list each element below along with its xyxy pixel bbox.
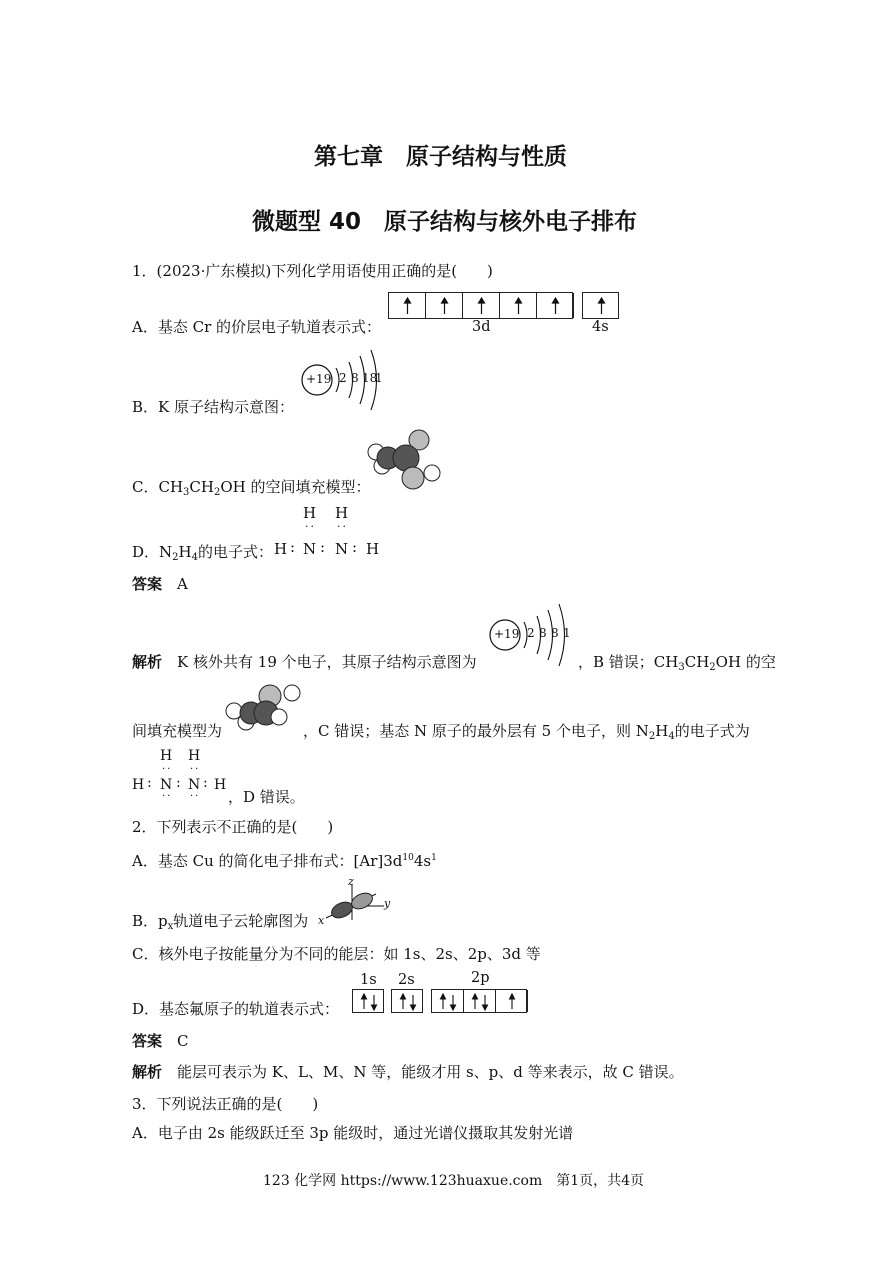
n-atom: N [160, 777, 173, 793]
electron-dots: ·· [305, 520, 316, 533]
q3-stem: 3．下列说法正确的是( ) [132, 1095, 319, 1113]
q2-option-b: B．$p_x$轨道电子云轮廓图为 [132, 912, 309, 932]
q1-label-4s: 4s [592, 319, 609, 335]
q1-option-a: A．基态 Cr 的价层电子轨道表示式： [132, 318, 382, 336]
q1-option-c: C．$CH_3CH_2OH$ 的空间填充模型： [132, 478, 371, 498]
q1-analysis-line2b: ，C 错误；基态 N 原子的最外层有 5 个电子，则 $N_2H_4$的电子式为 [303, 722, 750, 742]
electron-dots: : [290, 538, 296, 556]
q2-2p-orbital-boxes [431, 989, 527, 1013]
electron-dots: ·· [162, 791, 173, 802]
n-atom: N [335, 540, 349, 558]
electron-dots: : [320, 538, 326, 556]
axis-z-label: z [348, 875, 354, 888]
shell-1: 2 [339, 371, 347, 385]
q1-option-b: B．K 原子结构示意图： [132, 398, 294, 416]
q2-option-a: A．基态 Cu 的简化电子排布式：$[Ar]3d^{10}4s^1$ [132, 852, 437, 870]
h-atom: H [188, 748, 201, 764]
shell-2: 8 [539, 626, 547, 640]
q2-stem: 2．下列表示不正确的是( ) [132, 818, 334, 836]
axis-x-label: x [318, 914, 325, 927]
h-atom: H [160, 748, 173, 764]
paired-arrows-icon [353, 990, 385, 1014]
q1-label-3d: 3d [472, 319, 491, 335]
q1-analysis-line2: 间填充模型为 [132, 722, 223, 740]
electron-dots: ·· [190, 764, 201, 775]
q2-2s-orbital-box [391, 989, 423, 1013]
q1-option-d: D．$N_2H_4$的电子式： [132, 543, 274, 563]
paired-arrows-icon [392, 990, 424, 1014]
q2-answer: 答案 C [132, 1032, 189, 1050]
electron-dots: ·· [190, 791, 201, 802]
nucleus-label: +19 [494, 627, 520, 641]
q2-option-d: D．基态氟原子的轨道表示式： [132, 1000, 340, 1018]
up-arrow-icons [389, 293, 574, 320]
electron-dots: : [147, 775, 152, 791]
q2-analysis: 解析 能层可表示为 K、L、M、N 等，能级才用 s、p、d 等来表示，故 C 错误。 [132, 1063, 684, 1081]
h-atom: H [335, 504, 349, 522]
q1-analysis-line1: 解析 K 核外共有 19 个电子，其原子结构示意图为 [132, 653, 477, 671]
q1-answer: 答案 A [132, 575, 188, 593]
h-atom: H [366, 540, 380, 558]
p-orbital-dumbbell-diagram [314, 874, 394, 930]
shell-4: 1 [563, 626, 571, 640]
shell-3: 18 [362, 371, 378, 385]
q1-3d-orbital-boxes [388, 292, 573, 319]
shell-4: 1 [375, 371, 383, 385]
ethanol-space-filling-model-correct [224, 682, 306, 736]
q2-1s-orbital-box [352, 989, 384, 1013]
h-atom: H [132, 777, 145, 793]
shell-2: 8 [351, 371, 359, 385]
electron-dots: ·· [337, 520, 348, 533]
shell-3: 8 [551, 626, 559, 640]
q3-option-a: A．电子由 2s 能级跃迁至 3p 能级时，通过光谱仪摄取其发射光谱 [132, 1124, 574, 1142]
shell-1: 2 [527, 626, 535, 640]
q2-label-2s: 2s [398, 972, 415, 988]
h-atom: H [214, 777, 227, 793]
ethanol-space-filling-model-wrong [362, 426, 446, 492]
section-title: 微题型 40 原子结构与核外电子排布 [252, 209, 638, 235]
q2-option-c: C．核外电子按能量分为不同的能层：如 1s、2s、2p、3d 等 [132, 945, 541, 963]
n-atom: N [188, 777, 201, 793]
q1-4s-orbital-box [582, 292, 619, 319]
q1-stem: 1．(2023·广东模拟)下列化学用语使用正确的是( ) [132, 262, 493, 280]
q2-label-1s: 1s [360, 972, 377, 988]
chapter-title: 第七章 原子结构与性质 [314, 144, 567, 170]
q2-label-2p: 2p [471, 970, 490, 986]
h-atom: H [303, 504, 317, 522]
electron-dots: : [176, 775, 181, 791]
n-atom: N [303, 540, 317, 558]
page-footer: 123 化学网 https://www.123huaxue.com 第1页，共4页 [263, 1173, 645, 1189]
electron-dots: ·· [162, 764, 173, 775]
nucleus-label: +19 [306, 372, 332, 386]
q1-analysis-line1b: ，B 错误；$CH_3CH_2OH$ 的空 [578, 653, 776, 673]
h-atom: H [274, 540, 288, 558]
orbital-arrows-icons [432, 990, 528, 1014]
electron-dots: : [352, 538, 358, 556]
electron-dots: : [203, 775, 208, 791]
up-arrow-icon [583, 293, 620, 320]
axis-y-label: y [384, 897, 391, 910]
q1-analysis-line3: ，D 错误。 [228, 788, 305, 806]
